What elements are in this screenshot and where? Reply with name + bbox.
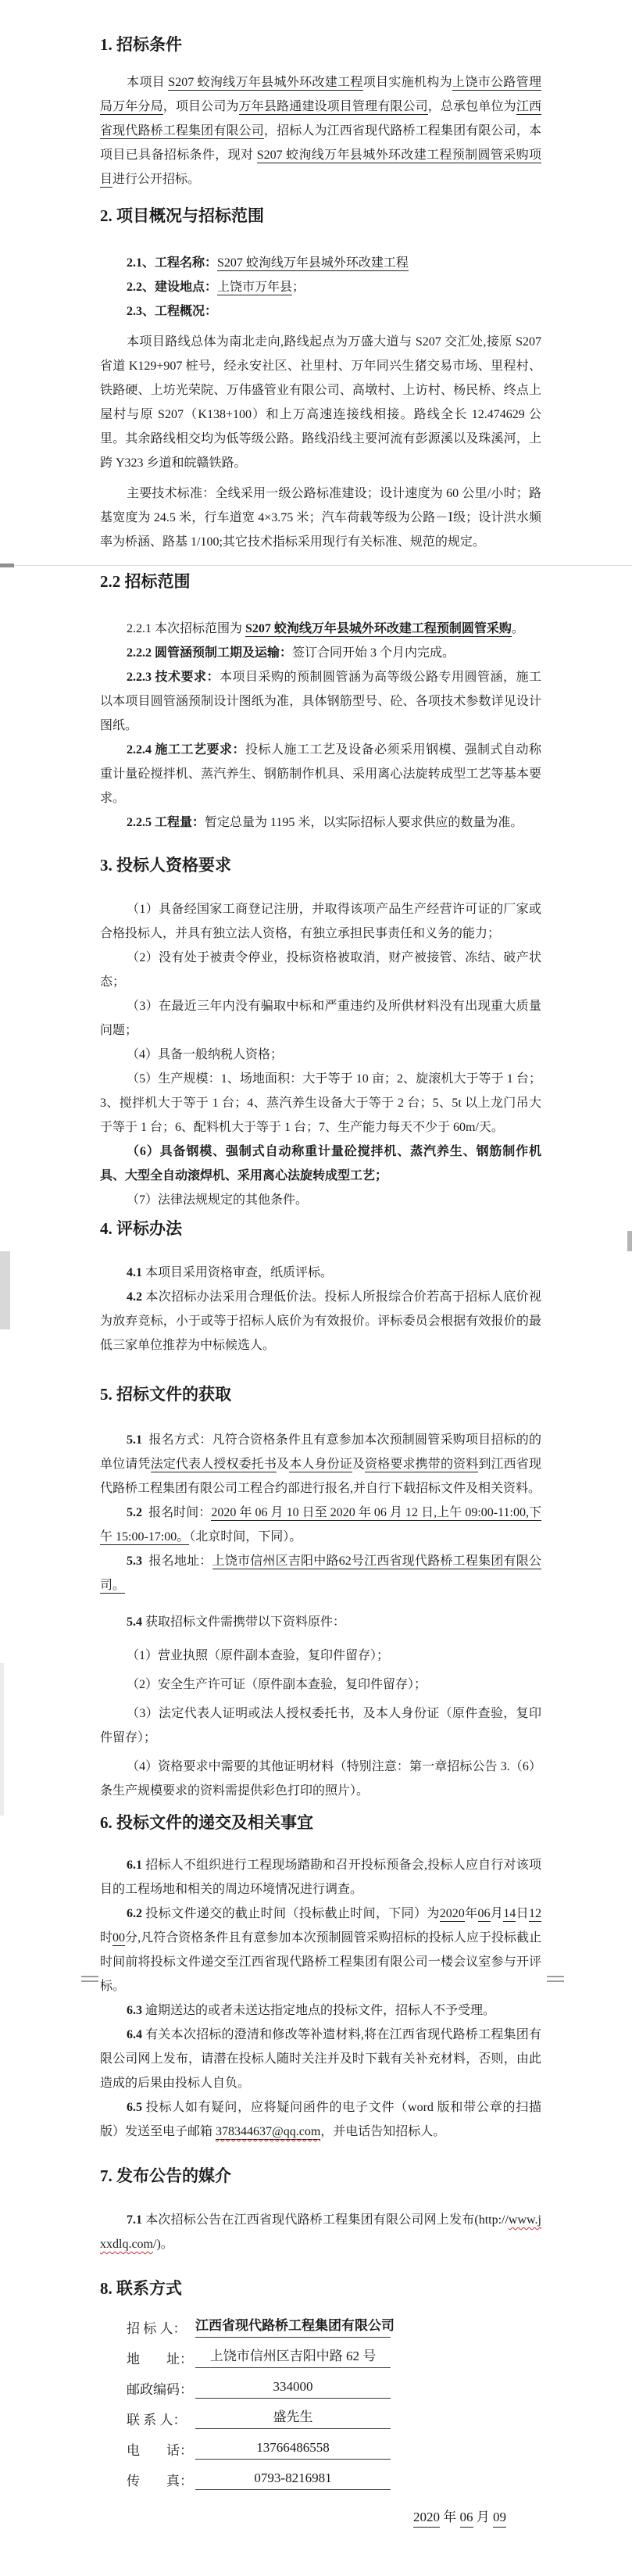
scan-artifact-page-mark — [81, 1976, 98, 1977]
section-3 — [100, 853, 541, 1212]
contact-value: 盛先生 — [195, 2409, 391, 2429]
text-run: 上饶市万年县 — [217, 281, 293, 294]
contact-row-phone — [127, 2439, 541, 2460]
text-run: www.jxxdlq.com — [100, 2213, 541, 2251]
heading-bidder-qualifications: 3. 投标人资格要求 — [100, 856, 231, 875]
text-run: 2.2.3 技术要求： — [127, 671, 220, 684]
text-run: 2.2、建设地点： — [127, 281, 218, 294]
section-8 — [100, 2277, 541, 2528]
text-run: 2.1、工程名称： — [127, 256, 218, 270]
text-run: S207 蛟洵线万年县城外环改建工程 — [217, 256, 409, 270]
text-run: （1）营业执照（原件副本查验，复印件留存）； — [127, 1649, 390, 1662]
text-run: 签订合同开始 3 个月内完成。 — [292, 646, 455, 660]
contact-label: 电 话： — [127, 2443, 193, 2458]
text-run: 5.2 — [127, 1506, 149, 1519]
text-run: 年 — [464, 1907, 478, 1920]
item-6-5 — [100, 2095, 541, 2144]
text-run: 获取招标文件需携带以下资料原件： — [145, 1615, 346, 1629]
text-run: S207 蛟洵线万年县城外环改建工程预制圆管采购项目 — [100, 148, 541, 186]
heading-bidding-scope: 2.2 招标范围 — [100, 572, 191, 591]
text-run: 378344637@qq.com — [216, 2125, 321, 2138]
item-2-2-4 — [100, 738, 541, 810]
text-run: ，总承包单位为 — [427, 100, 516, 113]
text-run: 江西省现代路桥工程集团有限公司 — [100, 100, 541, 138]
item-5-4-1 — [100, 1644, 541, 1668]
item-3-6 — [100, 1140, 541, 1188]
item-3-3 — [100, 994, 541, 1043]
item-2-2-3 — [100, 665, 541, 738]
text-run: 有关本次招标的澄清和修改等补遗材料,将在江西省现代路桥工程集团有限公司网上发布，请潜在投标人随时关注并及时下载有关补充材料，否则，由此造成的后果由投标人自负。 — [100, 2028, 541, 2090]
text-run: 本项目 — [127, 76, 169, 89]
text-run: 日 — [516, 1907, 529, 1920]
text-run: 资格要求携带的资料 — [365, 1458, 479, 1471]
text-run: 本次招标公告在江西省现代路桥工程集团有限公司网上发布(http:// — [145, 2213, 509, 2227]
text-run: （6）具备钢模、强制式自动称重计量砼搅拌机、蒸汽养生、钢筋制作机具、大型全自动滚焊机、采用离心法旋转成型工艺； — [100, 1145, 541, 1182]
paragraph-1-1 — [100, 70, 541, 191]
item-2-3 — [100, 299, 541, 324]
contact-row-tenderer — [127, 2317, 541, 2338]
paragraph-2-overview — [100, 330, 545, 475]
text-run: 2.2.2 圆管涵预制工期及运输： — [127, 646, 293, 660]
item-3-1 — [100, 897, 541, 946]
heading-bidding-conditions: 1. 招标条件 — [100, 35, 182, 54]
text-run: 6.3 — [127, 2004, 145, 2017]
text-run: 6.2 — [127, 1907, 146, 1920]
text-run: 分 — [125, 1931, 138, 1945]
text-run: ； — [292, 281, 305, 294]
contact-label: 地 址： — [127, 2352, 193, 2367]
text-run: 本项目路线总体为南北走向,路线起点为万盛大道与 S207 交汇处,接原 S207 省道 K129+907 桩号，经永安社区、社里村、万年同兴生猪交易市场、里程村、铁路硬、上坊光荣院、万伟盛管业有限公司、高墩村、上访村、杨民桥、终点上屋村与原 S207（K138+100）和上万高速连接线相接。路线全长 12.474629 公里。其余路线相交均为低等级公路。路线沿线主要河流有彭源溪以及珠溪河，上跨 Y323 乡道和皖赣铁路。 — [100, 335, 545, 470]
contact-row-postcode — [127, 2378, 541, 2399]
item-5-4-4 — [100, 1755, 541, 1803]
heading-obtaining-documents: 5. 招标文件的获取 — [100, 1385, 231, 1404]
text-run: 5.3 — [127, 1555, 149, 1568]
section-6 — [100, 1811, 541, 2144]
text-run: （2）没有处于被责令停业，投标资格被取消，财产被接管、冻结、破产状态； — [100, 951, 541, 989]
heading-announcement-media: 7. 发布公告的媒介 — [100, 2166, 231, 2185]
text-run: 及 — [277, 1458, 290, 1471]
item-5-1 — [100, 1428, 541, 1501]
text-run: ，招标人为江西省现代路桥工程集团有限公司，本项目已具备招标条件，现对 — [100, 124, 541, 162]
scan-artifact-page-mark — [81, 1980, 98, 1982]
item-3-5 — [100, 1067, 541, 1140]
contact-label: 联 系 人： — [127, 2413, 187, 2428]
item-2-2-5 — [100, 810, 541, 835]
item-6-2 — [100, 1902, 541, 1998]
text-run: ，项目公司为 — [162, 100, 239, 113]
text-run: 6.1 — [127, 1859, 146, 1872]
text-run: （4）具备一般纳税人资格； — [127, 1048, 284, 1061]
text-run: 及 — [352, 1458, 366, 1471]
text-run: 项目实施机构为 — [362, 76, 453, 89]
heading-bid-submission: 6. 投标文件的递交及相关事宜 — [100, 1813, 313, 1832]
contact-label: 招 标 人： — [127, 2321, 187, 2336]
text-run: ，并电话告知招标人。 — [320, 2125, 446, 2138]
scan-artifact-left-edge-2 — [0, 1663, 4, 1816]
text-run: 投标文件递交的截止时间（投标截止时间，下同）为 — [145, 1907, 440, 1920]
item-4-2 — [100, 1285, 541, 1358]
text-run: （北京时间，下同）。 — [189, 1530, 302, 1544]
text-run: 5.1 — [127, 1433, 149, 1447]
text-run: 7.1 — [127, 2213, 146, 2227]
text-run: （3）在最近三年内没有骗取中标和严重违约及所供材料没有出现重大质量问题； — [100, 1000, 541, 1037]
item-5-4-3 — [100, 1701, 541, 1750]
item-2-2-1 — [100, 617, 541, 641]
item-7-1 — [100, 2208, 541, 2256]
item-3-2 — [100, 946, 541, 994]
section-2 — [100, 204, 545, 554]
text-run: S207 蛟洵线万年县城外环改建工程预制圆管采购 — [245, 622, 512, 635]
text-run: 2020 — [439, 1907, 465, 1920]
contact-row-contact-person — [127, 2409, 541, 2429]
item-3-7 — [100, 1188, 541, 1212]
item-2-1 — [100, 251, 541, 275]
text-run: 2.3、工程概况： — [127, 305, 218, 318]
text-run: 报名地址： — [148, 1555, 212, 1568]
text-run: 2020 — [413, 2509, 440, 2528]
text-run: （3）法定代表人证明或法人授权委托书，及本人身份证（原件查验，复印件留存）； — [100, 1707, 541, 1744]
text-run: 6.5 — [127, 2101, 146, 2114]
text-run: 万年县路通建设项目管理有限公司 — [238, 100, 428, 113]
text-run: 2020 年 06 月 10 日至 2020 年 06 月 12 日,上午 09:00-11:00,下午 15:00-17:00。 — [100, 1506, 541, 1544]
text-run: 月 — [490, 1907, 504, 1920]
text-run: 暂定总量为 1195 米，以实际招标人要求供应的数量为准。 — [205, 816, 523, 829]
item-6-4 — [100, 2023, 541, 2095]
text-run: 00 — [112, 1931, 126, 1945]
text-run: 2.2.4 施工工艺要求： — [127, 743, 245, 757]
contact-value: 上饶市信州区吉阳中路 62 号 — [195, 2348, 391, 2368]
text-run: 上饶市信州区吉阳中路62号江西省现代路桥工程集团有限公司。 — [100, 1555, 541, 1592]
text-run: 报名方式：凡符合资格条件且有意参加本次预制圆管采购项目招标的的单位请凭 — [100, 1433, 541, 1471]
text-run: 06 — [460, 2509, 473, 2528]
item-5-2 — [100, 1501, 541, 1549]
text-run: （2）安全生产许可证（原件副本查验，复印件留存）； — [127, 1678, 427, 1691]
text-run: 上饶市公路管理局万年分局 — [100, 76, 541, 113]
text-run: 14 — [503, 1907, 516, 1920]
text-run: 投标人施工工艺及设备必须采用钢模、强制式自动称重计量砼搅拌机、蒸汽养生、钢筋制作机具、采用离心法旋转成型工艺等基本要求。 — [100, 743, 541, 805]
text-run: 月 — [473, 2510, 493, 2524]
text-run: 本次招标办法采用合理低价法。投标人所报综合价若高于招标人底价视为放弃竞标，小于或等于招标人底价为有效报价。评标委员会根据有效报价的最低三家单位推荐为中标候选人。 — [100, 1290, 541, 1352]
scan-artifact-page-mark — [547, 1980, 564, 1982]
section-4 — [100, 1217, 541, 1358]
text-run: 本项目采用资格审查，纸质评标。 — [145, 1266, 334, 1279]
item-2-2-2 — [100, 641, 541, 665]
item-5-4-2 — [100, 1673, 541, 1697]
contact-row-address — [127, 2348, 541, 2368]
text-run: （4）资格要求中需要的其他证明材料（特别注意：第一章招标公告 3.（6）条生产规模要求的资料需提供彩色打印的照片）。 — [100, 1760, 541, 1798]
text-run: 6.4 — [127, 2028, 146, 2041]
text-run: 到江西省现代路桥工程集团有限公司工程合约部进行报名,并自行下载招标文件及相关资料。 — [100, 1458, 541, 1495]
scan-artifact-right-edge — [627, 1231, 632, 1251]
text-run: 2.2.5 工程量： — [127, 816, 205, 829]
text-run: （5）生产规模：1、场地面积：大于等于 10 亩；2、旋滚机大于等于 1 台；3、搅拌机大于等于 1 台；4、蒸汽养生设备大于等于 2 台；5、5t 以上龙门吊大于等于 1 台；6、配料机大于等于 1 台；7、生产能力每天不少于 60m/天。 — [100, 1072, 541, 1134]
text-run: 06 — [477, 1907, 491, 1920]
section-5 — [100, 1383, 541, 1803]
text-run: 4.1 — [127, 1266, 145, 1279]
item-6-1 — [100, 1853, 541, 1902]
contact-value: 0793-8216981 — [195, 2470, 391, 2490]
scan-artifact-page-mark — [547, 1976, 564, 1977]
item-6-3 — [100, 1998, 541, 2023]
text-run: （1）具备经国家工商登记注册，并取得该项产品生产经营许可证的厂家或合格投标人，并具有独立法人资格，有独立承担民事责任和义务的能力； — [100, 903, 541, 940]
text-run: 法定代表人授权委托书 — [150, 1458, 277, 1471]
scan-artifact-left-edge — [0, 1251, 10, 1329]
text-run: 逾期送达的或者未送达指定地点的投标文件，招标人不予受理。 — [145, 2004, 496, 2017]
text-run: 本项目采购的预制圆管涵为高等级公路专用圆管涵，施工以本项目圆管涵预制设计图纸为准，具体钢筋型号、砼、各项技术参数详见设计图纸。 — [100, 671, 541, 732]
item-5-3 — [100, 1549, 541, 1597]
contact-label: 传 真： — [127, 2474, 193, 2488]
paragraph-2-standards — [100, 481, 541, 554]
text-run: /)。 — [153, 2238, 173, 2251]
text-run: 招标人不组织进行工程现场踏勘和召开投标预备会,投标人应自行对该项目的工程场地和相关的周边环境情况进行调查。 — [100, 1859, 541, 1896]
date-line — [100, 2509, 541, 2528]
text-run: ,凡符合资格条件且有意参加本次预制圆管采购招标的投标人应于投标截止时间前将投标文件递交至江西省现代路桥工程集团有限公司一楼会议室参与开评标。 — [100, 1931, 541, 1993]
text-run: 12 — [528, 1907, 541, 1920]
contact-value: 江西省现代路桥工程集团有限公司 — [195, 2317, 391, 2338]
heading-contact-info: 8. 联系方式 — [100, 2279, 182, 2298]
heading-evaluation-method: 4. 评标办法 — [100, 1219, 182, 1238]
item-3-4 — [100, 1043, 541, 1067]
section-2-2 — [100, 570, 541, 835]
heading-project-overview: 2. 项目概况与招标范围 — [100, 206, 264, 225]
text-run: 5.4 — [127, 1615, 145, 1629]
text-run: 09 — [493, 2509, 506, 2528]
text-run: 4.2 — [127, 1290, 146, 1304]
contact-row-fax — [127, 2470, 541, 2490]
text-run: S207 蛟洵线万年县城外环改建工程 — [168, 76, 363, 89]
contact-value: 13766486558 — [195, 2439, 391, 2460]
text-run: 主要技术标准：全线采用一级公路标准建设；设计速度为 60 公里/小时；路基宽度为 24.5 米，行车道宽 4×3.75 米；汽车荷载等级为公路－Ⅰ级；设计洪水频率为桥涵、路基 1/100;其它技术指标采用现行有关标准、规范的规定。 — [100, 487, 541, 549]
text-run: 报名时间： — [148, 1506, 212, 1519]
text-run: 投标人如有疑问，应将疑问函件的电子文件（word 版和带公章的扫描版）发送至电子邮箱 — [100, 2101, 541, 2138]
text-run: 2.2.1 本次招标范围为 — [127, 622, 246, 635]
scan-artifact-rule — [0, 565, 632, 566]
item-2-2 — [100, 275, 541, 299]
contact-value: 334000 — [195, 2378, 391, 2399]
contact-label: 邮政编码： — [127, 2382, 193, 2397]
section-1 — [100, 33, 541, 191]
text-run: 年 — [440, 2510, 460, 2524]
item-5-4 — [100, 1610, 541, 1634]
text-run: 本人身份证 — [289, 1458, 352, 1471]
text-run: 。 — [511, 622, 524, 635]
text-run: （7）法律法规规定的其他条件。 — [127, 1193, 309, 1207]
text-run: 进行公开招标。 — [112, 173, 201, 186]
item-4-1 — [100, 1261, 541, 1285]
text-run: 时 — [100, 1931, 113, 1945]
scan-artifact-stub — [0, 564, 14, 567]
section-7 — [100, 2164, 541, 2256]
